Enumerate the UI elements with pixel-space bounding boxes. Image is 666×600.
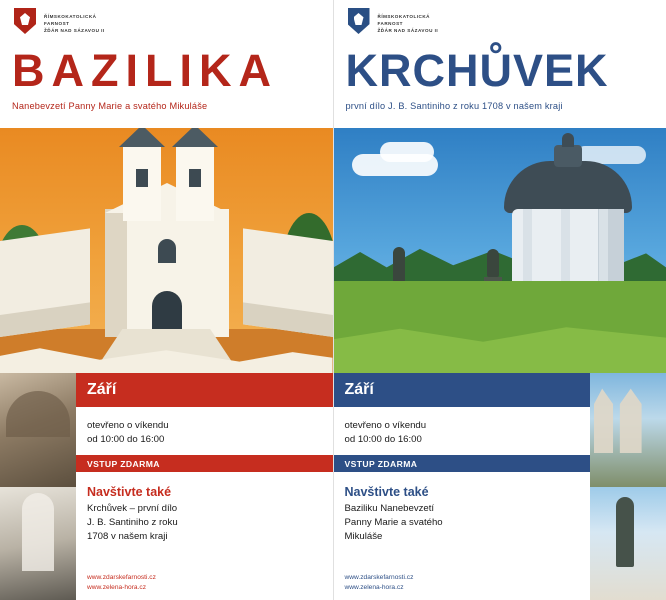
statue-figure — [393, 247, 405, 283]
photo-column-right — [590, 373, 666, 600]
website-link-1[interactable]: www.zdarskefarnosti.cz — [344, 574, 414, 581]
visit-also-title: Navštivte také — [344, 485, 429, 499]
opening-hours — [76, 407, 333, 455]
parish-name — [44, 8, 105, 34]
visit-also-text — [76, 502, 333, 544]
info-krchuvek — [334, 373, 666, 600]
parish-line-2: FARNOST — [377, 21, 403, 27]
website-links[interactable] — [345, 573, 414, 592]
visit-line-3: 1708 v našem kraji — [87, 531, 168, 542]
parish-line-1: ŘÍMSKOKATOLICKÁ — [44, 14, 97, 19]
visit-line-3: Mikuláše — [344, 531, 383, 542]
photo-column-left — [0, 373, 76, 600]
opening-hours — [334, 407, 591, 455]
subtitle-krchuvek: první dílo J. B. Santiniho z roku 1708 v našem kraji — [345, 101, 563, 111]
website-link-1[interactable]: www.zdarskefarnosti.cz — [87, 574, 156, 581]
website-links[interactable] — [87, 573, 156, 592]
parish-name — [378, 8, 439, 34]
panel-divider — [333, 0, 334, 600]
interior-organ-photo — [0, 373, 76, 487]
visit-line-2: Panny Marie a svatého — [344, 517, 443, 528]
parish-line-1: ŘÍMSKOKATOLICKÁ — [377, 14, 430, 19]
hero-chapel-illustration — [334, 128, 666, 373]
info-basilica — [0, 373, 333, 600]
month-badge: Září — [76, 373, 333, 407]
hours-line-2: od 10:00 do 16:00 — [344, 434, 422, 445]
page-title-basilica: BAZILIKA — [12, 45, 278, 96]
text-column-krchuvek — [334, 373, 591, 600]
free-entry-badge: VSTUP ZDARMA — [334, 455, 591, 472]
month-badge: Září — [334, 373, 591, 407]
shield-crest-icon — [346, 8, 372, 38]
page-title-krchuvek: KRCHŮVEK — [345, 45, 609, 96]
website-link-2[interactable]: www.zelena-hora.cz — [344, 583, 404, 591]
visit-also-text — [334, 502, 591, 544]
crest-row — [346, 8, 655, 42]
free-entry-badge: VSTUP ZDARMA — [76, 455, 333, 472]
hours-line-2: od 10:00 do 16:00 — [87, 434, 165, 445]
crest-row — [12, 8, 321, 42]
parish-line-2: FARNOST — [44, 21, 70, 27]
visit-line-1: Krchůvek – první dílo — [87, 503, 178, 514]
hero-basilica-illustration — [0, 128, 333, 373]
panel-krchuvek — [334, 0, 666, 600]
hours-line-1: otevřeno o víkendu — [87, 420, 169, 431]
parish-line-3: ŽĎÁR NAD SÁZAVOU II — [377, 28, 439, 34]
parish-line-3: ŽĎÁR NAD SÁZAVOU II — [44, 28, 105, 34]
visit-line-1: Baziliku Nanebevzetí — [344, 503, 435, 514]
header-basilica — [0, 0, 333, 128]
visit-line-2: J. B. Santiniho z roku — [87, 517, 178, 528]
hours-line-1: otevřeno o víkendu — [344, 420, 427, 431]
header-krchuvek — [334, 0, 666, 128]
statue-gate-photo — [590, 487, 666, 600]
statue-figure — [487, 249, 499, 277]
website-link-2[interactable]: www.zelena-hora.cz — [87, 583, 147, 591]
visit-also-title: Navštivte také — [87, 485, 172, 499]
arcade-statues-photo — [590, 373, 666, 487]
text-column-basilica — [76, 373, 333, 600]
dome-shape — [504, 161, 632, 213]
subtitle-basilica: Nanebevzetí Panny Marie a svatého Mikuláše — [12, 101, 208, 111]
nave-interior-photo — [0, 487, 76, 600]
shield-crest-icon — [12, 8, 38, 38]
